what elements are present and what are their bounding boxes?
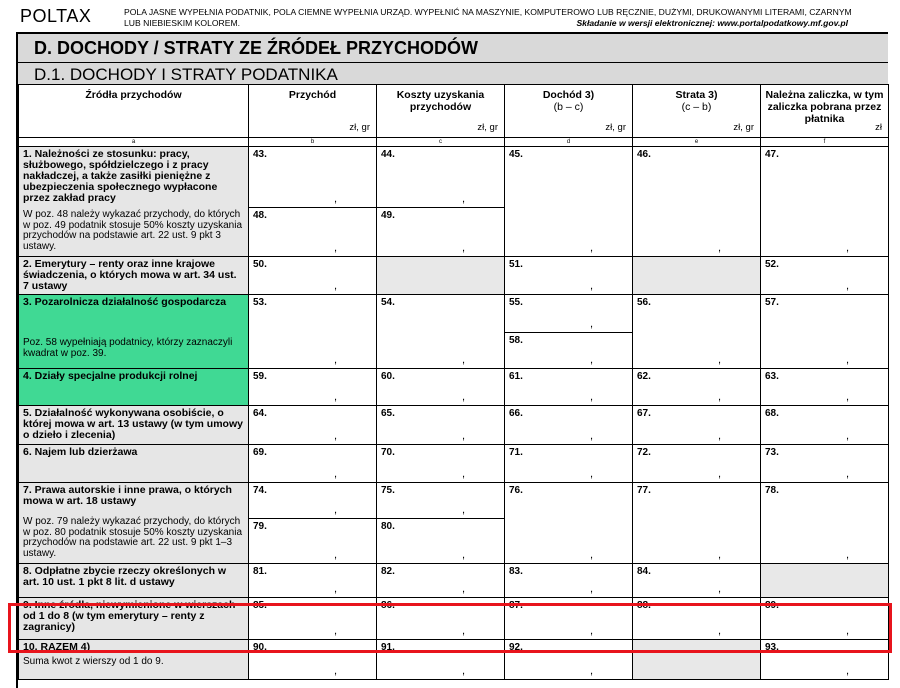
field-73[interactable]: 73. , <box>761 445 889 483</box>
field-44[interactable]: 44. , <box>377 147 505 208</box>
row-label-employment: 1. Należności ze stosunku: pracy, służbowego, spółdzielczego i z pracy nakładczej, a także zasiłki pieniężne z ubezpieczenia społecznego wypłacone przez zakład pracy W poz. 48 należy wykazać przychody, do których w poz. 49 podatnik stosuje 50% koszty uzyskania przychodów na podstawie art. 22 ust. 9 pkt 3 ustawy. <box>19 147 249 257</box>
field-61[interactable]: 61. , <box>505 369 633 406</box>
field-89[interactable]: 89. , <box>761 598 889 640</box>
field-53[interactable]: 53. , <box>249 295 377 369</box>
field-92[interactable]: 92. , <box>505 640 633 680</box>
row-label-other-sources: 9. Inne źródła, niewymienione w wierszach od 1 do 8 (w tym emerytury – renty z zagranicy) <box>19 598 249 640</box>
col-letter-a: a <box>19 138 249 147</box>
field-82[interactable]: 82. , <box>377 564 505 598</box>
field-disabled <box>633 257 761 295</box>
field-51[interactable]: 51. , <box>505 257 633 295</box>
field-74[interactable]: 74. , <box>249 483 377 519</box>
annotation-highlight-box <box>8 603 892 653</box>
field-46[interactable]: 46. , <box>633 147 761 257</box>
form-instructions: POLA JASNE WYPEŁNIA PODATNIK, POLA CIEMNE WYPEŁNIA URZĄD. WYPEŁNIĆ NA MASZYNIE, KOMPUTEROWO LUB RĘCZNIE, DUŻYMI, DRUKOWANYMI LITERAMI, CZARNYM LUB NIEBIESKIM KOLOREM. <box>124 7 852 28</box>
col-header-sources: Źródła przychodów <box>19 85 249 138</box>
field-43[interactable]: 43. , <box>249 147 377 208</box>
field-67[interactable]: 67. , <box>633 406 761 445</box>
field-45[interactable]: 45. , <box>505 147 633 257</box>
field-75[interactable]: 75. , <box>377 483 505 519</box>
field-69[interactable]: 69. , <box>249 445 377 483</box>
row-label-agriculture: 4. Działy specjalne produkcji rolnej <box>19 369 249 406</box>
field-63[interactable]: 63. , <box>761 369 889 406</box>
col-header-advance: Należna zaliczka, w tym zaliczka pobrana przez płatnika zł <box>761 85 889 138</box>
field-68[interactable]: 68. , <box>761 406 889 445</box>
field-70[interactable]: 70. , <box>377 445 505 483</box>
field-60[interactable]: 60. , <box>377 369 505 406</box>
col-header-loss: Strata 3) (c – b) zł, gr <box>633 85 761 138</box>
row-label-total: 10. RAZEM 4) Suma kwot z wierszy od 1 do 9. <box>19 640 249 680</box>
field-62[interactable]: 62. , <box>633 369 761 406</box>
field-66[interactable]: 66. , <box>505 406 633 445</box>
field-47[interactable]: 47. , <box>761 147 889 257</box>
field-81[interactable]: 81. , <box>249 564 377 598</box>
section-title: D. DOCHODY / STRATY ZE ŹRÓDEŁ PRZYCHODÓW <box>18 32 888 63</box>
col-header-costs: Koszty uzyskania przychodów zł, gr <box>377 85 505 138</box>
col-letter-c: c <box>377 138 505 147</box>
field-disabled <box>761 564 889 598</box>
col-letter-b: b <box>249 138 377 147</box>
field-84[interactable]: 84. , <box>633 564 761 598</box>
row-label-rental: 6. Najem lub dzierżawa <box>19 445 249 483</box>
field-64[interactable]: 64. , <box>249 406 377 445</box>
field-52[interactable]: 52. , <box>761 257 889 295</box>
field-90[interactable]: 90. , <box>249 640 377 680</box>
field-55[interactable]: 55. , <box>505 295 633 333</box>
field-91[interactable]: 91. , <box>377 640 505 680</box>
field-57[interactable]: 57. , <box>761 295 889 369</box>
field-80[interactable]: 80. , <box>377 519 505 564</box>
field-49[interactable]: 49. , <box>377 208 505 257</box>
field-72[interactable]: 72. , <box>633 445 761 483</box>
col-letter-d: d <box>505 138 633 147</box>
field-79[interactable]: 79. , <box>249 519 377 564</box>
field-54[interactable]: 54. , <box>377 295 505 369</box>
col-header-income: Dochód 3) (b – c) zł, gr <box>505 85 633 138</box>
income-table <box>18 84 889 680</box>
field-59[interactable]: 59. , <box>249 369 377 406</box>
field-77[interactable]: 77. , <box>633 483 761 564</box>
row-label-business: 3. Pozarolnicza działalność gospodarcza Poz. 58 wypełniają podatnicy, którzy zaznaczyli kwadrat w poz. 39. <box>19 295 249 369</box>
field-76[interactable]: 76. , <box>505 483 633 564</box>
field-88[interactable]: 88. , <box>633 598 761 640</box>
row-label-copyrights: 7. Prawa autorskie i inne prawa, o których mowa w art. 18 ustawy W poz. 79 należy wykazać przychody, do których w poz. 80 podatnik stosuje 50% koszty uzyskania przychodów na podstawie art. 22 ust. 9 pkt 1–3 ustawy. <box>19 483 249 564</box>
field-86[interactable]: 86. , <box>377 598 505 640</box>
row-label-pensions: 2. Emerytury – renty oraz inne krajowe świadczenia, o których mowa w art. 34 ust. 7 ustawy <box>19 257 249 295</box>
row-label-personal-activity: 5. Działalność wykonywana osobiście, o której mowa w art. 13 ustawy (w tym umowy o dzieło i zlecenia) <box>19 406 249 445</box>
field-58[interactable]: 58. , <box>505 333 633 369</box>
field-78[interactable]: 78. , <box>761 483 889 564</box>
col-letter-e: e <box>633 138 761 147</box>
field-83[interactable]: 83. , <box>505 564 633 598</box>
field-71[interactable]: 71. , <box>505 445 633 483</box>
field-85[interactable]: 85. , <box>249 598 377 640</box>
field-56[interactable]: 56. , <box>633 295 761 369</box>
section-d <box>16 32 888 688</box>
field-50[interactable]: 50. , <box>249 257 377 295</box>
row-label-sale-of-items: 8. Odpłatne zbycie rzeczy określonych w art. 10 ust. 1 pkt 8 lit. d ustawy <box>19 564 249 598</box>
field-disabled <box>377 257 505 295</box>
col-letter-f: f <box>761 138 889 147</box>
e-filing-note: Składanie w wersji elektronicznej: www.portalpodatkowy.mf.gov.pl <box>576 18 848 28</box>
field-65[interactable]: 65. , <box>377 406 505 445</box>
subsection-title: D.1. DOCHODY I STRATY PODATNIKA <box>18 63 888 84</box>
field-87[interactable]: 87. , <box>505 598 633 640</box>
field-48[interactable]: 48. , <box>249 208 377 257</box>
col-header-revenue: Przychód zł, gr <box>249 85 377 138</box>
field-93[interactable]: 93. , <box>761 640 889 680</box>
form-brand: POLTAX <box>20 6 92 26</box>
